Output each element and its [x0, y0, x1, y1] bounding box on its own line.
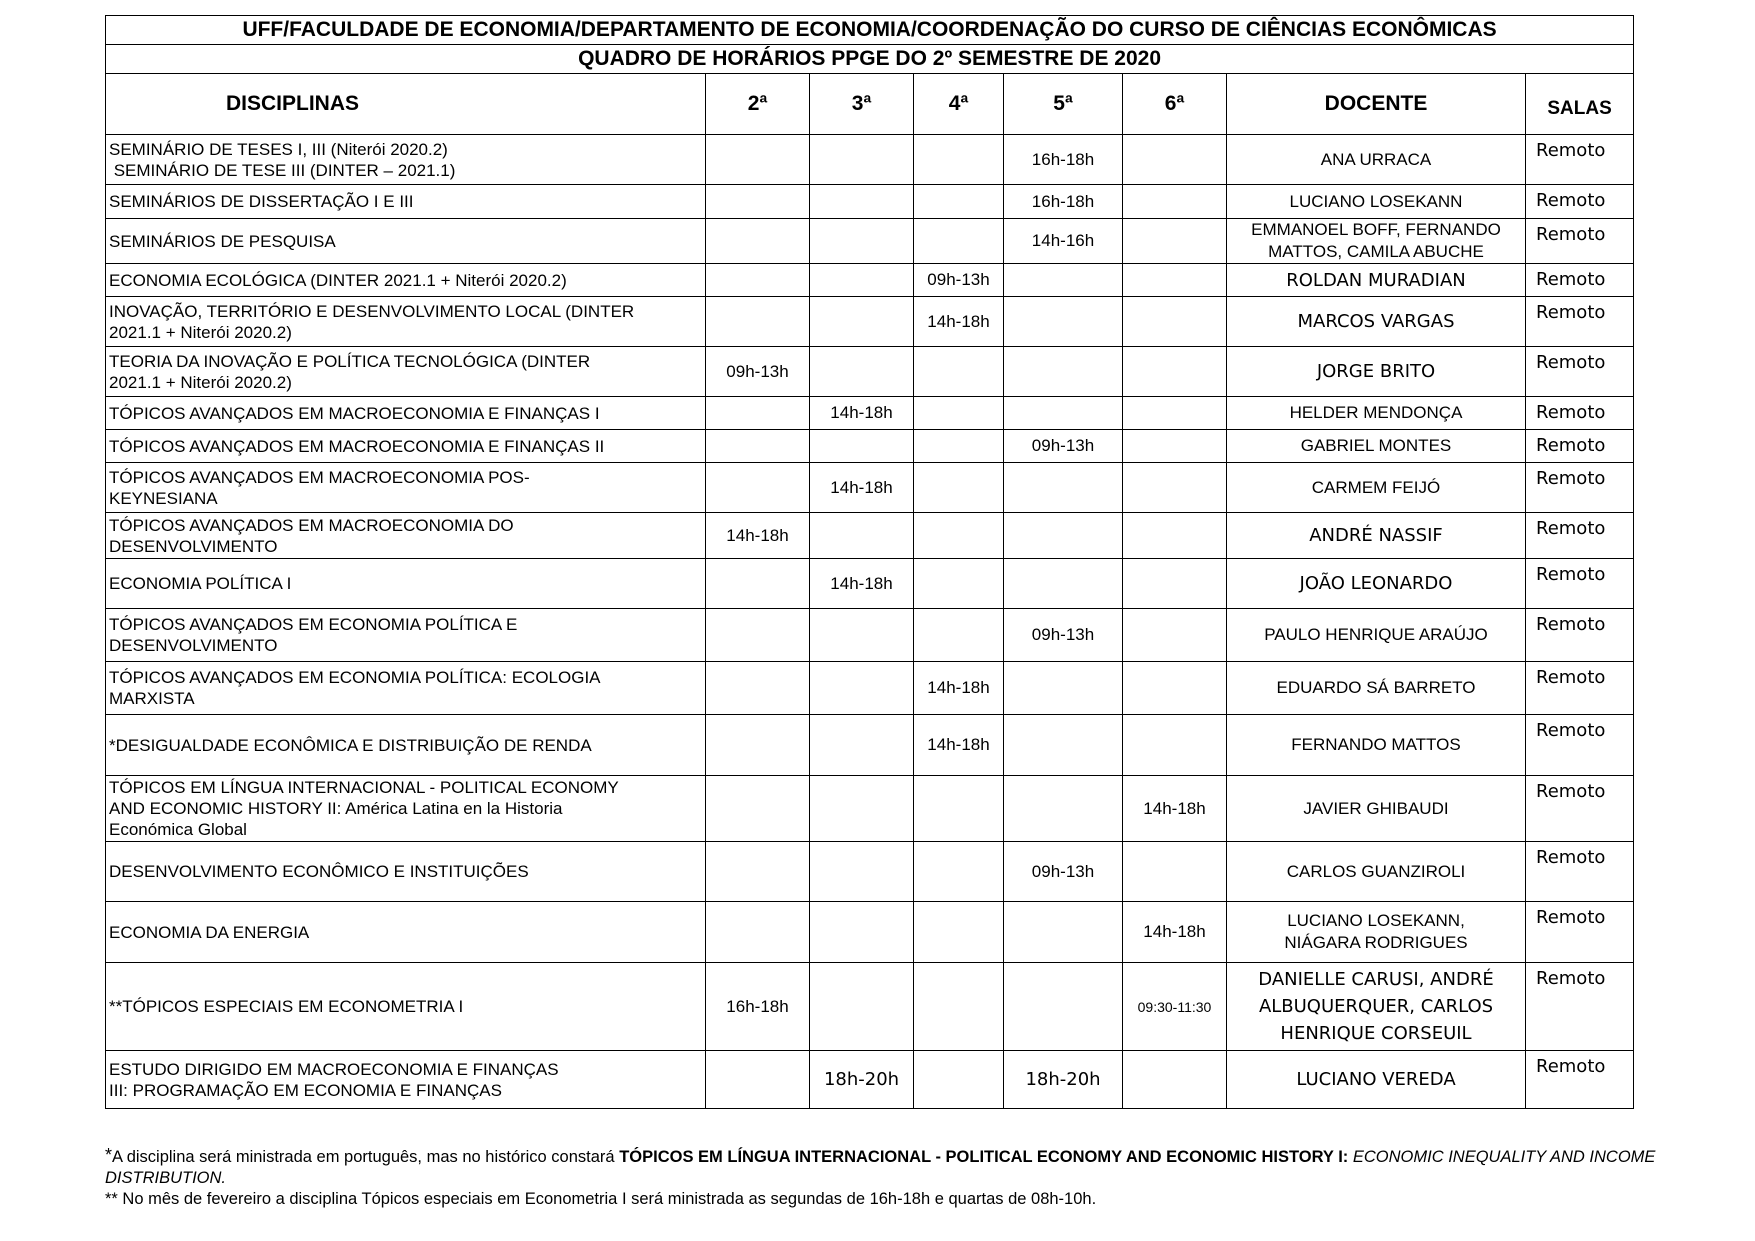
discipline-line: TÓPICOS EM LÍNGUA INTERNACIONAL - POLITICAL ECONOMY [109, 778, 619, 797]
sala-cell: Remoto [1526, 776, 1634, 842]
day-cell-3 [810, 715, 914, 776]
footnote-1-bold: TÓPICOS EM LÍNGUA INTERNACIONAL - POLITICAL ECONOMY AND ECONOMIC HISTORY I: [619, 1148, 1349, 1166]
day-cell-4 [914, 430, 1004, 463]
header-day-3: 3ª [810, 74, 914, 135]
day-cell-3 [810, 609, 914, 662]
day-cell-5 [1004, 902, 1123, 963]
day-cell-2 [706, 776, 810, 842]
discipline-cell [106, 1051, 706, 1109]
docente-cell [1227, 902, 1526, 963]
discipline-line: ESTUDO DIRIGIDO EM MACROECONOMIA E FINANÇAS [109, 1059, 559, 1079]
day-cell-6 [1123, 609, 1227, 662]
docente-line: CARMEM FEIJÓ [1311, 477, 1441, 497]
day-cell-5 [1004, 776, 1123, 842]
sala-cell: Remoto [1526, 1051, 1634, 1109]
day-cell-6 [1123, 662, 1227, 715]
docente-cell [1227, 963, 1526, 1051]
sala-cell: Remoto [1526, 430, 1634, 463]
docente-cell [1227, 463, 1526, 513]
day-cell-5 [1004, 559, 1123, 609]
header-day-6: 6ª [1123, 74, 1227, 135]
docente-cell [1227, 264, 1526, 297]
table-body [106, 135, 1634, 1109]
day-cell-4 [914, 347, 1004, 397]
header-day-2: 2ª [706, 74, 810, 135]
discipline-line: TÓPICOS AVANÇADOS EM MACROECONOMIA POS- [109, 467, 530, 487]
discipline-line: **TÓPICOS ESPECIAIS EM ECONOMETRIA I [109, 997, 464, 1016]
discipline-line: SEMINÁRIO DE TESE III (DINTER – 2021.1) [109, 160, 456, 180]
day-cell-4 [914, 963, 1004, 1051]
sala-cell: Remoto [1526, 842, 1634, 902]
day-cell-6 [1123, 297, 1227, 347]
day-cell-5: 09h-13h [1004, 842, 1123, 902]
sala-cell: Remoto [1526, 397, 1634, 430]
title-line-2: QUADRO DE HORÁRIOS PPGE DO 2º SEMESTRE DE 2020 [106, 45, 1634, 74]
docente-cell [1227, 297, 1526, 347]
day-cell-4 [914, 609, 1004, 662]
table-row [106, 264, 1634, 297]
day-cell-3 [810, 842, 914, 902]
docente-line: DANIELLE CARUSI, ANDRÉ [1258, 969, 1494, 990]
sala-cell: Remoto [1526, 219, 1634, 264]
header-disciplinas: DISCIPLINAS [106, 74, 706, 135]
day-cell-6 [1123, 842, 1227, 902]
discipline-line: ECONOMIA DA ENERGIA [109, 922, 310, 942]
day-cell-4: 09h-13h [914, 264, 1004, 297]
discipline-line: SEMINÁRIOS DE DISSERTAÇÃO I E III [109, 192, 414, 211]
day-cell-2: 14h-18h [706, 513, 810, 559]
docente-cell [1227, 347, 1526, 397]
discipline-line: SEMINÁRIOS DE PESQUISA [109, 231, 336, 251]
discipline-cell [106, 347, 706, 397]
day-cell-5 [1004, 463, 1123, 513]
table-row [106, 776, 1634, 842]
day-cell-5 [1004, 397, 1123, 430]
day-cell-2 [706, 559, 810, 609]
day-cell-6 [1123, 715, 1227, 776]
day-cell-5 [1004, 662, 1123, 715]
day-cell-5 [1004, 347, 1123, 397]
day-cell-6 [1123, 347, 1227, 397]
day-cell-6 [1123, 264, 1227, 297]
discipline-line: TÓPICOS AVANÇADOS EM MACROECONOMIA DO [109, 515, 514, 535]
docente-cell [1227, 842, 1526, 902]
table-row [106, 715, 1634, 776]
docente-cell [1227, 219, 1526, 264]
day-cell-5: 16h-18h [1004, 185, 1123, 219]
day-cell-4 [914, 135, 1004, 185]
docente-line: CARLOS GUANZIROLI [1286, 861, 1466, 881]
table-row [106, 397, 1634, 430]
docente-line: HELDER MENDONÇA [1289, 403, 1463, 422]
table-row [106, 347, 1634, 397]
day-cell-4: 14h-18h [914, 662, 1004, 715]
day-cell-3 [810, 662, 914, 715]
discipline-line: DESENVOLVIMENTO ECONÔMICO E INSTITUIÇÕES [109, 862, 529, 881]
table-row [106, 1051, 1634, 1109]
discipline-line: 2021.1 + Niterói 2020.2) [109, 322, 292, 342]
day-cell-6 [1123, 397, 1227, 430]
sala-cell: Remoto [1526, 297, 1634, 347]
day-cell-2: 09h-13h [706, 347, 810, 397]
day-cell-5 [1004, 297, 1123, 347]
discipline-cell [106, 185, 706, 219]
discipline-cell [106, 430, 706, 463]
day-cell-4: 14h-18h [914, 715, 1004, 776]
docente-line: JAVIER GHIBAUDI [1303, 798, 1449, 818]
day-cell-2 [706, 397, 810, 430]
sala-cell: Remoto [1526, 185, 1634, 219]
docente-line: ROLDAN MURADIAN [1286, 269, 1466, 291]
day-cell-5 [1004, 513, 1123, 559]
header-row [106, 74, 1634, 135]
table-row [106, 609, 1634, 662]
table-row [106, 297, 1634, 347]
discipline-line: TÓPICOS AVANÇADOS EM ECONOMIA POLÍTICA E [109, 615, 518, 634]
footnote-1 [105, 1147, 1665, 1189]
footnotes [105, 1147, 1665, 1210]
schedule-table [105, 15, 1634, 1109]
discipline-line: Económica Global [109, 820, 247, 839]
table-row [106, 559, 1634, 609]
discipline-line: AND ECONOMIC HISTORY II: América Latina en la Historia [109, 799, 563, 818]
discipline-cell [106, 513, 706, 559]
discipline-cell [106, 963, 706, 1051]
table-row [106, 463, 1634, 513]
table-row [106, 430, 1634, 463]
day-cell-4: 14h-18h [914, 297, 1004, 347]
day-cell-4 [914, 1051, 1004, 1109]
docente-line: NIÁGARA RODRIGUES [1284, 933, 1468, 952]
day-cell-3: 14h-18h [810, 397, 914, 430]
discipline-cell [106, 609, 706, 662]
docente-line: LUCIANO LOSEKANN, [1287, 911, 1465, 930]
sala-cell: Remoto [1526, 264, 1634, 297]
day-cell-3 [810, 513, 914, 559]
table-row [106, 513, 1634, 559]
sala-cell: Remoto [1526, 963, 1634, 1051]
day-cell-2 [706, 264, 810, 297]
sala-cell: Remoto [1526, 347, 1634, 397]
day-cell-3 [810, 347, 914, 397]
table-row [106, 963, 1634, 1051]
day-cell-4 [914, 219, 1004, 264]
day-cell-2 [706, 902, 810, 963]
day-cell-2 [706, 135, 810, 185]
discipline-line: TÓPICOS AVANÇADOS EM ECONOMIA POLÍTICA: ECOLOGIA [109, 668, 601, 687]
footnote-2: ** No mês de fevereiro a disciplina Tópicos especiais em Econometria I será ministrada as segundas de 16h-18h e quartas de 08h-10h. [105, 1190, 1097, 1208]
day-cell-5: 16h-18h [1004, 135, 1123, 185]
day-cell-3 [810, 135, 914, 185]
header-day-4: 4ª [914, 74, 1004, 135]
discipline-line: DESENVOLVIMENTO [109, 636, 278, 655]
discipline-line: MARXISTA [109, 689, 195, 708]
day-cell-5 [1004, 963, 1123, 1051]
discipline-line: KEYNESIANA [109, 488, 218, 508]
docente-cell [1227, 135, 1526, 185]
docente-cell [1227, 609, 1526, 662]
sala-cell: Remoto [1526, 559, 1634, 609]
day-cell-5 [1004, 264, 1123, 297]
day-cell-2 [706, 219, 810, 264]
discipline-cell [106, 397, 706, 430]
header-day-5: 5ª [1004, 74, 1123, 135]
day-cell-6: 09:30-11:30 [1123, 963, 1227, 1051]
day-cell-6: 14h-18h [1123, 776, 1227, 842]
day-cell-2 [706, 185, 810, 219]
discipline-line: TEORIA DA INOVAÇÃO E POLÍTICA TECNOLÓGICA (DINTER [109, 351, 591, 371]
discipline-line: *DESIGUALDADE ECONÔMICA E DISTRIBUIÇÃO DE RENDA [109, 735, 592, 755]
docente-line: LUCIANO VEREDA [1296, 1069, 1456, 1090]
day-cell-2 [706, 463, 810, 513]
day-cell-6: 14h-18h [1123, 902, 1227, 963]
discipline-cell [106, 715, 706, 776]
day-cell-6 [1123, 463, 1227, 513]
docente-cell [1227, 662, 1526, 715]
day-cell-4 [914, 513, 1004, 559]
day-cell-5: 09h-13h [1004, 609, 1123, 662]
discipline-cell [106, 297, 706, 347]
discipline-line: SEMINÁRIO DE TESES I, III (Niterói 2020.2) [109, 139, 448, 159]
day-cell-3: 14h-18h [810, 463, 914, 513]
day-cell-5: 09h-13h [1004, 430, 1123, 463]
docente-cell [1227, 715, 1526, 776]
day-cell-3 [810, 776, 914, 842]
sala-cell: Remoto [1526, 662, 1634, 715]
sala-cell: Remoto [1526, 463, 1634, 513]
docente-line: ANDRÉ NASSIF [1309, 525, 1443, 546]
discipline-line: III: PROGRAMAÇÃO EM ECONOMIA E FINANÇAS [109, 1080, 502, 1100]
sala-cell: Remoto [1526, 902, 1634, 963]
docente-line: ALBUQUERQUER, CARLOS [1258, 996, 1494, 1017]
discipline-cell [106, 264, 706, 297]
docente-line: EMMANOEL BOFF, FERNANDO [1251, 220, 1501, 239]
discipline-line: ECONOMIA ECOLÓGICA (DINTER 2021.1 + Niterói 2020.2) [109, 270, 567, 290]
day-cell-6 [1123, 185, 1227, 219]
day-cell-2 [706, 842, 810, 902]
day-cell-6 [1123, 1051, 1227, 1109]
title-line-1: UFF/FACULDADE DE ECONOMIA/DEPARTAMENTO DE ECONOMIA/COORDENAÇÃO DO CURSO DE CIÊNCIAS ECONÔMICAS [106, 16, 1634, 45]
day-cell-4 [914, 902, 1004, 963]
table-row [106, 219, 1634, 264]
day-cell-3 [810, 185, 914, 219]
day-cell-2 [706, 430, 810, 463]
day-cell-3: 14h-18h [810, 559, 914, 609]
docente-line: LUCIANO LOSEKANN [1289, 191, 1463, 211]
discipline-cell [106, 219, 706, 264]
day-cell-5: 14h-16h [1004, 219, 1123, 264]
table-row [106, 135, 1634, 185]
discipline-line: 2021.1 + Niterói 2020.2) [109, 372, 292, 392]
day-cell-3: 18h-20h [810, 1051, 914, 1109]
sala-cell: Remoto [1526, 135, 1634, 185]
docente-line: EDUARDO SÁ BARRETO [1276, 678, 1476, 697]
day-cell-2 [706, 1051, 810, 1109]
discipline-cell [106, 135, 706, 185]
day-cell-3 [810, 963, 914, 1051]
day-cell-4 [914, 559, 1004, 609]
day-cell-3 [810, 297, 914, 347]
footnote-1-marker: * [105, 1145, 113, 1165]
day-cell-4 [914, 842, 1004, 902]
day-cell-4 [914, 185, 1004, 219]
day-cell-6 [1123, 430, 1227, 463]
day-cell-3 [810, 430, 914, 463]
day-cell-3 [810, 902, 914, 963]
docente-cell [1227, 430, 1526, 463]
day-cell-6 [1123, 219, 1227, 264]
footnote-1-text: A disciplina será ministrada em português, mas no histórico constará [112, 1148, 620, 1166]
day-cell-4 [914, 397, 1004, 430]
day-cell-4 [914, 463, 1004, 513]
discipline-line: TÓPICOS AVANÇADOS EM MACROECONOMIA E FINANÇAS II [109, 436, 605, 456]
discipline-cell [106, 842, 706, 902]
docente-cell [1227, 776, 1526, 842]
docente-line: PAULO HENRIQUE ARAÚJO [1264, 625, 1488, 644]
discipline-line: TÓPICOS AVANÇADOS EM MACROECONOMIA E FINANÇAS I [109, 403, 600, 423]
day-cell-2 [706, 609, 810, 662]
table-row [106, 662, 1634, 715]
day-cell-6 [1123, 135, 1227, 185]
day-cell-2 [706, 662, 810, 715]
day-cell-3 [810, 264, 914, 297]
discipline-cell [106, 776, 706, 842]
discipline-cell [106, 662, 706, 715]
discipline-cell [106, 463, 706, 513]
docente-cell [1227, 397, 1526, 430]
table-row [106, 842, 1634, 902]
docente-line: MARCOS VARGAS [1297, 311, 1455, 332]
day-cell-5 [1004, 715, 1123, 776]
docente-line: ANA URRACA [1320, 149, 1432, 169]
day-cell-2 [706, 297, 810, 347]
docente-line: HENRIQUE CORSEUIL [1280, 1023, 1472, 1044]
discipline-cell [106, 902, 706, 963]
day-cell-3 [810, 219, 914, 264]
docente-line: JOÃO LEONARDO [1299, 573, 1453, 594]
day-cell-2: 16h-18h [706, 963, 810, 1051]
docente-cell [1227, 1051, 1526, 1109]
sala-cell: Remoto [1526, 513, 1634, 559]
header-docente: DOCENTE [1227, 74, 1526, 135]
docente-cell [1227, 513, 1526, 559]
discipline-line: DESENVOLVIMENTO [109, 536, 278, 556]
docente-line: JORGE BRITO [1316, 361, 1436, 382]
schedule-table-container [105, 15, 1633, 1109]
day-cell-2 [706, 715, 810, 776]
table-row [106, 185, 1634, 219]
docente-cell [1227, 185, 1526, 219]
day-cell-5: 18h-20h [1004, 1051, 1123, 1109]
day-cell-4 [914, 776, 1004, 842]
docente-line: MATTOS, CAMILA ABUCHE [1268, 242, 1484, 261]
docente-cell [1227, 559, 1526, 609]
sala-cell: Remoto [1526, 609, 1634, 662]
table-row [106, 902, 1634, 963]
sala-cell: Remoto [1526, 715, 1634, 776]
day-cell-6 [1123, 513, 1227, 559]
discipline-cell [106, 559, 706, 609]
footnote-1-italic: ECONOMIC INEQUALITY AND INCOME DISTRIBUTION. [105, 1148, 1656, 1187]
discipline-line: INOVAÇÃO, TERRITÓRIO E DESENVOLVIMENTO LOCAL (DINTER [109, 301, 635, 321]
discipline-line: ECONOMIA POLÍTICA I [109, 574, 292, 593]
docente-line: FERNANDO MATTOS [1291, 735, 1461, 754]
day-cell-6 [1123, 559, 1227, 609]
docente-line: GABRIEL MONTES [1300, 436, 1452, 455]
header-salas: SALAS [1526, 74, 1634, 135]
